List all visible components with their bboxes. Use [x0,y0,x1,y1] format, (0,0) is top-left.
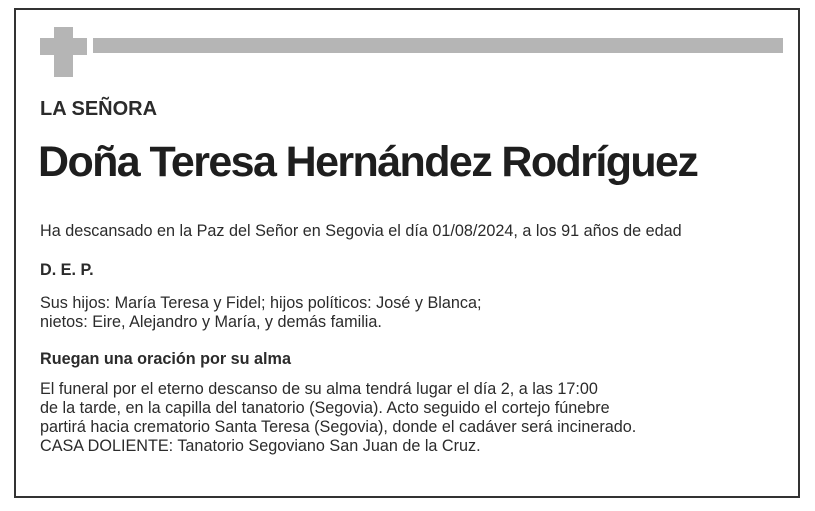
family-line: nietos: Eire, Alejandro y María, y demás familia. [40,313,382,331]
funeral-line: CASA DOLIENTE: Tanatorio Segoviano San Juan de la Cruz. [40,437,481,455]
cross-icon-crossbar [40,38,87,55]
header-rule [93,38,783,53]
prayer-request: Ruegan una oración por su alma [40,350,291,368]
funeral-line: El funeral por el eterno descanso de su alma tendrá lugar el día 2, a las 17:00 [40,380,598,398]
funeral-line: de la tarde, en la capilla del tanatorio (Segovia). Acto seguido el cortejo fúnebre [40,399,610,417]
honorific: LA SEÑORA [40,98,158,120]
deceased-name: Doña Teresa Hernández Rodríguez [38,138,698,186]
obituary-notice [14,8,800,498]
rip-text: D. E. P. [40,261,94,279]
death-statement: Ha descansado en la Paz del Señor en Segovia el día 01/08/2024, a los 91 años de edad [40,222,682,240]
funeral-details [40,380,636,456]
family-line: Sus hijos: María Teresa y Fidel; hijos políticos: José y Blanca; [40,294,482,312]
funeral-line: partirá hacia crematorio Santa Teresa (Segovia), donde el cadáver será incinerado. [40,418,637,436]
family-list [40,294,481,332]
